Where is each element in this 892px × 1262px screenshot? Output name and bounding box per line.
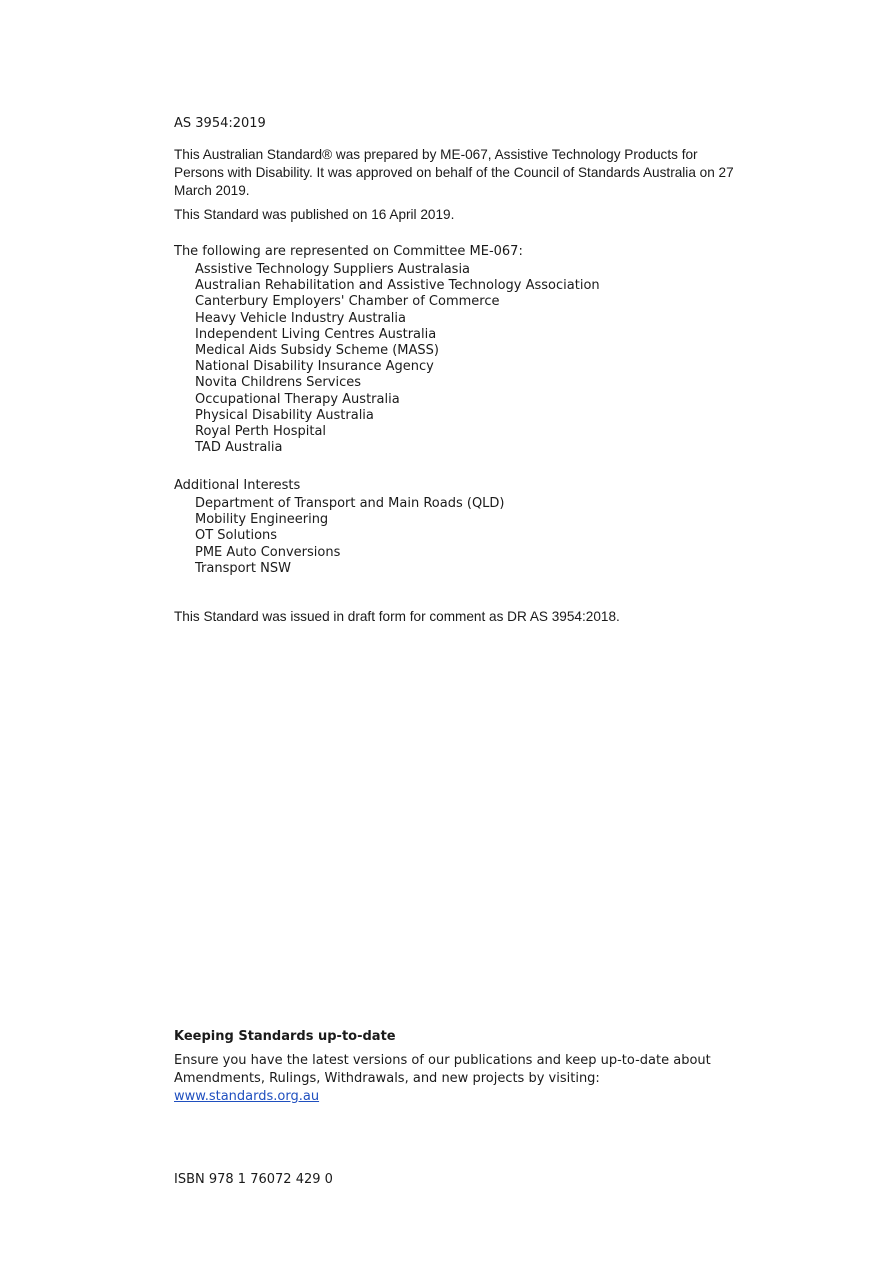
committee-member: Assistive Technology Suppliers Australasia: [195, 262, 471, 277]
committee-member-list: [174, 262, 734, 456]
committee-member: Royal Perth Hospital: [195, 424, 327, 440]
keeping-up-to-date-text: Ensure you have the latest versions of our publications and keep up-to-date about Amendments, Rulings, Withdrawals, and new projects by visiting:: [174, 1053, 711, 1086]
published-statement: This Standard was published on 16 April 2019.: [174, 207, 455, 222]
committee-member: Medical Aids Subsidy Scheme (MASS): [195, 343, 439, 359]
committee-member: Independent Living Centres Australia: [195, 326, 437, 342]
committee-title: The following are represented on Committee ME-067:: [174, 244, 523, 259]
committee-member: Australian Rehabilitation and Assistive Technology Association: [195, 278, 600, 294]
preparation-statement: This Australian Standard® was prepared by ME-067, Assistive Technology Products for Persons with Disability. It was approved on behalf of the Council of Standards Australia on 27 March 2019.: [174, 147, 734, 198]
committee-member: Canterbury Employers' Chamber of Commerce: [195, 294, 500, 310]
committee-member: Heavy Vehicle Industry Australia: [195, 310, 406, 326]
additional-interest: OT Solutions: [195, 528, 278, 544]
document-page: [174, 0, 734, 1262]
standards-website-link[interactable]: www.standards.org.au: [174, 1089, 320, 1104]
additional-interest: Mobility Engineering: [195, 512, 329, 528]
keeping-up-to-date-heading: Keeping Standards up-to-date: [174, 1029, 396, 1044]
committee-member: National Disability Insurance Agency: [195, 359, 434, 375]
committee-member: Novita Childrens Services: [195, 375, 361, 391]
draft-statement: This Standard was issued in draft form for comment as DR AS 3954:2018.: [174, 609, 620, 624]
committee-member: Physical Disability Australia: [195, 407, 374, 423]
isbn-number: ISBN 978 1 76072 429 0: [174, 1172, 333, 1187]
additional-interest: Transport NSW: [195, 560, 291, 576]
additional-interests-list: [174, 496, 734, 577]
standard-id: AS 3954:2019: [174, 116, 266, 131]
committee-member: Occupational Therapy Australia: [195, 391, 400, 407]
committee-member: TAD Australia: [195, 440, 283, 456]
additional-interests-title: Additional Interests: [174, 478, 301, 493]
additional-interest: Department of Transport and Main Roads (QLD): [195, 496, 505, 511]
additional-interest: PME Auto Conversions: [195, 544, 341, 560]
keeping-up-to-date-section: [174, 1052, 734, 1106]
